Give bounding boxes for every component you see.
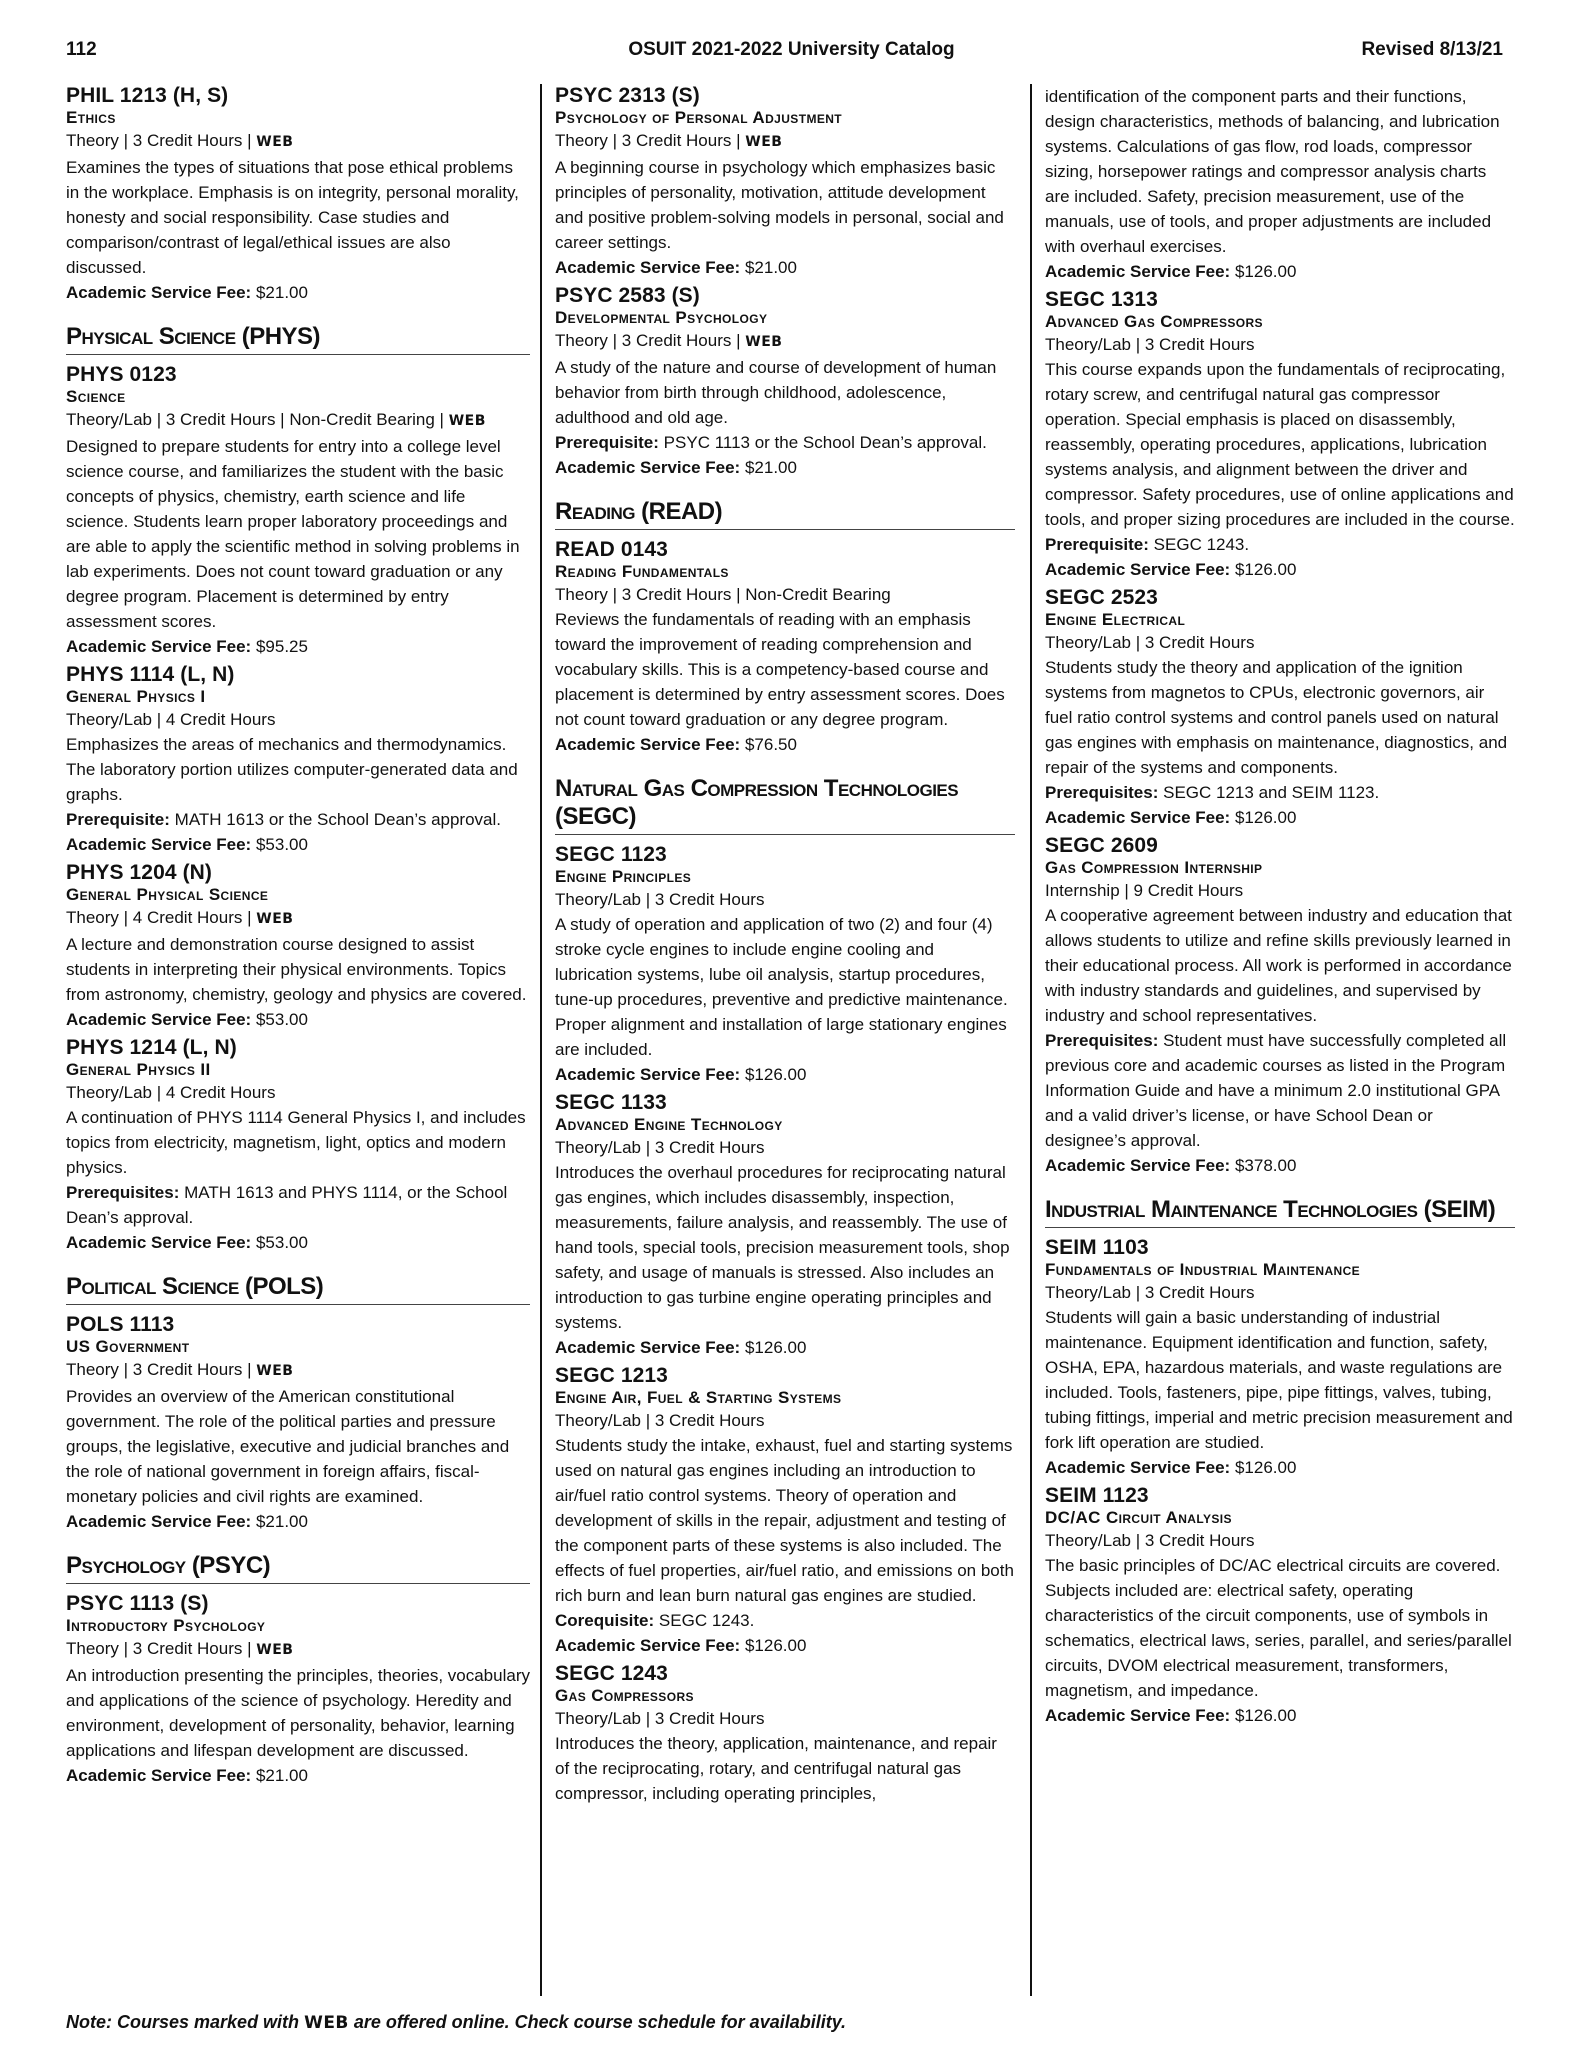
fee-label: Academic Service Fee: [555,458,741,477]
course-prerequisite [66,1180,530,1230]
course-code: PHIL 1213 (H, S) [66,84,229,107]
course-fee [66,1230,530,1255]
course-title: Introductory Psychology [66,1616,266,1635]
course-segc-1313 [1045,288,1515,582]
fee-amount: $378.00 [1234,1156,1297,1175]
course-description: Introduces the theory, application, maintenance, and repair of the reciprocating, rotary, and centrifugal natural gas compressor, including operating principles, [555,1734,997,1803]
course-seim-1123 [1045,1484,1515,1728]
course-phys-1214 [66,1036,530,1255]
course-title: US Government [66,1337,190,1356]
course-description: Students study the intake, exhaust, fuel and starting systems used on natural gas engines including an introduction to air/fuel ratio control systems. Theory of operation and development of skills in the repair, adjustment and testing of the component parts of these systems is also included. The effects of fuel properties, air/fuel ratio, and emissions on both rich burn and lean burn natural gas engines are studied. [555,1436,1014,1605]
course-description: identification of the component parts and their functions, design characteristics, methods of balancing, and lubrication systems. Calculations of gas flow, rod loads, compressor sizing, horsepower ratings and compressor analysis charts are included. Safety, precision measurement, use of the manuals, use of tools, and proper adjustments are included with overhaul exercises. [1045,87,1500,256]
course-fee [1045,1153,1515,1178]
prerequisite-text: SEGC 1243. [1153,535,1250,554]
fee-label: Academic Service Fee: [555,1338,741,1357]
web-badge: WEB [745,134,783,150]
course-title: General Physical Science [66,885,269,904]
fee-label: Academic Service Fee: [1045,808,1231,827]
course-meta [66,128,530,155]
section-abbr: (READ) [641,498,723,525]
column-left [66,84,530,1792]
fee-label: Academic Service Fee: [66,1010,252,1029]
course-hours: Theory | 3 Credit Hours | [66,1360,252,1379]
fee-label: Academic Service Fee: [1045,1706,1231,1725]
fee-label: Academic Service Fee: [1045,560,1231,579]
course-title: DC/AC Circuit Analysis [1045,1508,1232,1527]
course-description: An introduction presenting the principles, theories, vocabulary and applications of the science of psychology. Heredity and environment, development of personality, behavior, learning applications and lifespan development are discussed. [66,1666,530,1760]
fee-label: Academic Service Fee: [66,637,252,656]
fee-label: Academic Service Fee: [66,1233,252,1252]
course-code: SEGC 2609 [1045,834,1158,857]
course-fee [555,255,1015,280]
prerequisite-text: SEGC 1213 and SEIM 1123. [1163,783,1380,802]
course-meta: Internship | 9 Credit Hours [1045,881,1244,900]
section-name: Political Science [66,1273,245,1300]
section-name: Natural Gas Compression Technologies [555,775,959,802]
course-code: PHYS 0123 [66,363,177,386]
course-title: Science [66,387,126,406]
course-code: SEGC 1213 [555,1364,668,1387]
course-corequisite [555,1608,1015,1633]
page-number: 112 [66,39,97,60]
section-abbr: (PHYS) [241,323,321,350]
course-title: Ethics [66,108,116,127]
course-description: A lecture and demonstration course designed to assist students in interpreting their physical environments. Topics from astronomy, chemistry, geology and physics are covered. [66,935,527,1004]
prerequisite-text: Student must have successfully completed all previous core and academic courses as listed in the Program Information Guide and have a minimum 2.0 institutional GPA and a valid driver’s license, or have School Dean or designee’s approval. [1045,1031,1507,1150]
note-text-end: are offered online. Check course schedule for availability. [348,2012,847,2032]
course-title: Advanced Engine Technology [555,1115,783,1134]
course-segc-2609 [1045,834,1515,1178]
prerequisite-label: Prerequisite: [1045,535,1149,554]
prerequisite-label: Prerequisite: [555,433,659,452]
course-fee [66,1509,530,1534]
course-fee [1045,259,1515,284]
footer-note [66,2010,846,2035]
course-segc-1243-continued [1045,84,1515,284]
course-meta [555,328,1015,355]
fee-amount: $126.00 [1234,1458,1297,1477]
course-title: Fundamentals of Industrial Maintenance [1045,1260,1361,1279]
course-title: Engine Electrical [1045,610,1186,629]
course-description: Students will gain a basic understanding of industrial maintenance. Equipment identification and function, safety, OSHA, EPA, hazardous materials, and waste regulations are included. Tools, fasteners, pipe, pipe fittings, valves, tubing, tubing fittings, imperial and metric precision measurement and fork lift operation are studied. [1045,1308,1513,1452]
course-segc-1123 [555,843,1015,1087]
fee-amount: $126.00 [744,1636,807,1655]
fee-label: Academic Service Fee: [1045,1156,1231,1175]
course-meta [66,905,530,932]
prerequisite-text: MATH 1613 and PHYS 1114, or the School Dean’s approval. [66,1183,508,1227]
course-fee [1045,805,1515,830]
fee-label: Academic Service Fee: [66,283,252,302]
course-meta [66,407,530,434]
course-title: Psychology of Personal Adjustment [555,108,843,127]
course-hours: Theory | 4 Credit Hours | [66,908,252,927]
fee-amount: $53.00 [255,835,308,854]
course-description: Reviews the fundamentals of reading with an emphasis toward the improvement of reading comprehension and vocabulary skills. This is a competency-based course and placement is determined by entry assessment scores. Does not count toward graduation or any degree program. [555,610,1005,729]
fee-amount: $21.00 [744,258,797,277]
course-code: PSYC 1113 (S) [66,1592,209,1615]
course-title: Engine Air, Fuel & Starting Systems [555,1388,842,1407]
course-code: SEIM 1103 [1045,1236,1149,1259]
prerequisite-text: MATH 1613 or the School Dean’s approval. [174,810,502,829]
course-description: Students study the theory and application of the ignition systems from magnetos to CPUs, electronic governors, air fuel ratio control systems and control panels used on natural gas engines with emphasis on maintenance, diagnostics, and repair of the systems and components. [1045,658,1508,777]
course-description: Emphasizes the areas of mechanics and thermodynamics. The laboratory portion utilizes computer-generated data and graphs. [66,735,518,804]
fee-amount: $76.50 [744,735,797,754]
course-segc-2523 [1045,586,1515,830]
course-prerequisite [66,807,530,832]
course-psyc-2313 [555,84,1015,280]
fee-amount: $21.00 [255,283,308,302]
prerequisite-label: Prerequisite: [66,810,170,829]
course-meta: Theory/Lab | 3 Credit Hours [1045,335,1255,354]
course-prerequisite [1045,780,1515,805]
fee-amount: $126.00 [1234,560,1297,579]
prerequisite-label: Prerequisites: [66,1183,180,1202]
course-fee [1045,557,1515,582]
section-abbr: (POLS) [244,1273,324,1300]
course-fee [66,832,530,857]
course-meta: Theory/Lab | 3 Credit Hours [555,890,765,909]
course-description: Provides an overview of the American constitutional government. The role of the political parties and pressure groups, the legislative, executive and judicial branches and the role of national government in foreign affairs, fiscal-monetary policies and civil rights are examined. [66,1387,510,1506]
course-meta: Theory/Lab | 3 Credit Hours [1045,1283,1255,1302]
web-badge: WEB [448,413,486,429]
fee-amount: $53.00 [255,1233,308,1252]
course-segc-1213 [555,1364,1015,1658]
course-description: Examines the types of situations that pose ethical problems in the workplace. Emphasis is on integrity, personal morality, honesty and social responsibility. Case studies and comparison/contrast of legal/ethical issues are also discussed. [66,158,519,277]
course-meta: Theory/Lab | 4 Credit Hours [66,1083,276,1102]
web-badge: WEB [304,2013,349,2033]
course-code: SEIM 1123 [1045,1484,1149,1507]
course-read-0143 [555,538,1015,757]
course-phil-1213 [66,84,530,305]
fee-label: Academic Service Fee: [1045,1458,1231,1477]
course-hours: Theory | 3 Credit Hours | [555,131,741,150]
course-meta: Theory/Lab | 4 Credit Hours [66,710,276,729]
course-meta: Theory/Lab | 3 Credit Hours [1045,1531,1255,1550]
column-divider [1030,84,1032,1996]
fee-amount: $126.00 [744,1338,807,1357]
catalog-title: OSUIT 2021-2022 University Catalog [628,39,955,60]
course-code: SEGC 1123 [555,843,667,866]
course-code: SEGC 1243 [555,1662,668,1685]
fee-label: Academic Service Fee: [66,1766,252,1785]
course-title: Gas Compression Internship [1045,858,1263,877]
course-meta: Theory/Lab | 3 Credit Hours [1045,633,1255,652]
web-badge: WEB [256,911,294,927]
fee-amount: $126.00 [1234,808,1297,827]
fee-amount: $126.00 [744,1065,807,1084]
fee-amount: $126.00 [1234,262,1297,281]
course-segc-1243 [555,1662,1015,1806]
course-meta [555,128,1015,155]
web-badge: WEB [256,1363,294,1379]
course-meta [66,1357,530,1384]
course-psyc-2583 [555,284,1015,480]
course-code: SEGC 2523 [1045,586,1158,609]
course-description: A continuation of PHYS 1114 General Physics I, and includes topics from electricity, magnetism, light, optics and modern physics. [66,1108,526,1177]
course-pols-1113 [66,1313,530,1534]
revision-date: Revised 8/13/21 [1361,39,1503,60]
section-abbr: (SEIM) [1423,1196,1496,1223]
course-fee [66,280,530,305]
section-heading-seim [1045,1196,1515,1228]
column-middle [555,84,1015,1810]
fee-label: Academic Service Fee: [555,258,741,277]
course-psyc-1113 [66,1592,530,1788]
column-divider [540,84,542,1996]
course-description: A beginning course in psychology which emphasizes basic principles of personality, motivation, attitude development and positive problem-solving models in personal, social and career settings. [555,158,1004,252]
course-fee [555,732,1015,757]
section-name: Psychology [66,1552,192,1579]
course-phys-0123 [66,363,530,659]
course-prerequisite [1045,1028,1515,1153]
course-description: Designed to prepare students for entry into a college level science course, and familiarizes the student with the basic concepts of physics, chemistry, earth science and life science. Students learn proper laboratory proceedings and are able to apply the scientific method in solving problems in lab experiments. Does not count toward graduation or any degree program. Placement is determined by entry assessment scores. [66,437,520,631]
web-badge: WEB [256,134,294,150]
course-description: A cooperative agreement between industry and education that allows students to utilize and refine skills previously learned in their educational process. All work is performed in accordance with industry standards and guidelines, and supervised by industry and school representatives. [1045,906,1512,1025]
fee-label: Academic Service Fee: [555,735,741,754]
course-seim-1103 [1045,1236,1515,1480]
fee-amount: $126.00 [1234,1706,1297,1725]
fee-label: Academic Service Fee: [66,835,252,854]
course-code: PSYC 2583 (S) [555,284,700,307]
course-fee [66,1007,530,1032]
course-description: A study of the nature and course of development of human behavior from birth through childhood, adolescence, adulthood and old age. [555,358,997,427]
section-heading-phys [66,323,530,355]
course-code: PHYS 1214 (L, N) [66,1036,237,1059]
course-fee [555,1335,1015,1360]
course-hours: Theory/Lab | 3 Credit Hours | Non-Credit Bearing | [66,410,444,429]
course-fee [66,1763,530,1788]
fee-amount: $21.00 [744,458,797,477]
course-phys-1204 [66,861,530,1032]
course-meta: Theory/Lab | 3 Credit Hours [555,1411,765,1430]
course-prerequisite [1045,532,1515,557]
course-code: PHYS 1204 (N) [66,861,213,884]
course-fee [1045,1455,1515,1480]
section-name: Physical Science [66,323,242,350]
section-abbr: (SEGC) [555,803,636,830]
course-title: Developmental Psychology [555,308,768,327]
fee-label: Academic Service Fee: [555,1636,741,1655]
course-title: General Physics I [66,687,206,706]
section-name: Reading [555,498,642,525]
course-meta: Theory | 3 Credit Hours | Non-Credit Bearing [555,585,891,604]
section-heading-read [555,498,1015,530]
course-title: Advanced Gas Compressors [1045,312,1263,331]
corequisite-text: SEGC 1243. [658,1611,755,1630]
course-hours: Theory | 3 Credit Hours | [66,131,252,150]
course-code: PSYC 2313 (S) [555,84,700,107]
corequisite-label: Corequisite: [555,1611,655,1630]
course-title: Reading Fundamentals [555,562,729,581]
course-fee [555,455,1015,480]
course-prerequisite [555,430,1015,455]
web-badge: WEB [745,334,783,350]
fee-amount: $21.00 [255,1512,308,1531]
fee-label: Academic Service Fee: [1045,262,1231,281]
course-code: POLS 1113 [66,1313,175,1336]
course-fee [555,1633,1015,1658]
fee-amount: $95.25 [255,637,308,656]
fee-label: Academic Service Fee: [66,1512,252,1531]
course-code: READ 0143 [555,538,668,561]
course-title: Gas Compressors [555,1686,694,1705]
course-description: A study of operation and application of two (2) and four (4) stroke cycle engines to include engine cooling and lubrication systems, lube oil analysis, startup procedures, tune-up procedures, preventive and predictive maintenance. Proper alignment and installation of large stationary engines are included. [555,915,1008,1059]
fee-label: Academic Service Fee: [555,1065,741,1084]
course-meta: Theory/Lab | 3 Credit Hours [555,1138,765,1157]
course-code: PHYS 1114 (L, N) [66,663,235,686]
course-fee [555,1062,1015,1087]
course-description: Introduces the overhaul procedures for reciprocating natural gas engines, which includes disassembly, inspection, measurements, failure analysis, and reassembly. The use of hand tools, special tools, precision measurement tools, shop safety, and usage of manuals is stressed. Also includes an introduction to gas turbine engine operating principles and systems. [555,1163,1010,1332]
course-segc-1133 [555,1091,1015,1360]
course-title: General Physics II [66,1060,211,1079]
section-heading-psyc [66,1552,530,1584]
fee-amount: $53.00 [255,1010,308,1029]
section-heading-segc [555,775,1015,835]
prerequisite-label: Prerequisites: [1045,1031,1159,1050]
course-fee [66,634,530,659]
course-description: The basic principles of DC/AC electrical circuits are covered. Subjects included are: electrical safety, operating characteristics of the circuit components, use of symbols in schematics, electrical laws, series, parallel, and series/parallel circuits, DVOM electrical measurement, transformers, magnetism, and impedance. [1045,1556,1512,1700]
section-abbr: (PSYC) [191,1552,271,1579]
course-hours: Theory | 3 Credit Hours | [555,331,741,350]
prerequisite-label: Prerequisites: [1045,783,1159,802]
note-text-start: Note: Courses marked with [66,2012,305,2032]
section-heading-pols [66,1273,530,1305]
prerequisite-text: PSYC 1113 or the School Dean’s approval. [663,433,987,452]
course-hours: Theory | 3 Credit Hours | [66,1639,252,1658]
course-fee [1045,1703,1515,1728]
course-code: SEGC 1313 [1045,288,1158,311]
course-meta: Theory/Lab | 3 Credit Hours [555,1709,765,1728]
course-meta [66,1636,530,1663]
web-badge: WEB [256,1642,294,1658]
course-code: SEGC 1133 [555,1091,667,1114]
course-description: This course expands upon the fundamentals of reciprocating, rotary screw, and centrifugal natural gas compressor operation. Special emphasis is placed on disassembly, reassembly, operating procedures, applications, lubrication systems analysis, and alignment between the driver and compressor. Safety procedures, use of online applications and tools, and proper sizing procedures are included in the course. [1045,360,1515,529]
course-title: Engine Principles [555,867,692,886]
column-right [1045,84,1515,1732]
course-phys-1114 [66,663,530,857]
fee-amount: $21.00 [255,1766,308,1785]
section-name: Industrial Maintenance Technologies [1045,1196,1424,1223]
